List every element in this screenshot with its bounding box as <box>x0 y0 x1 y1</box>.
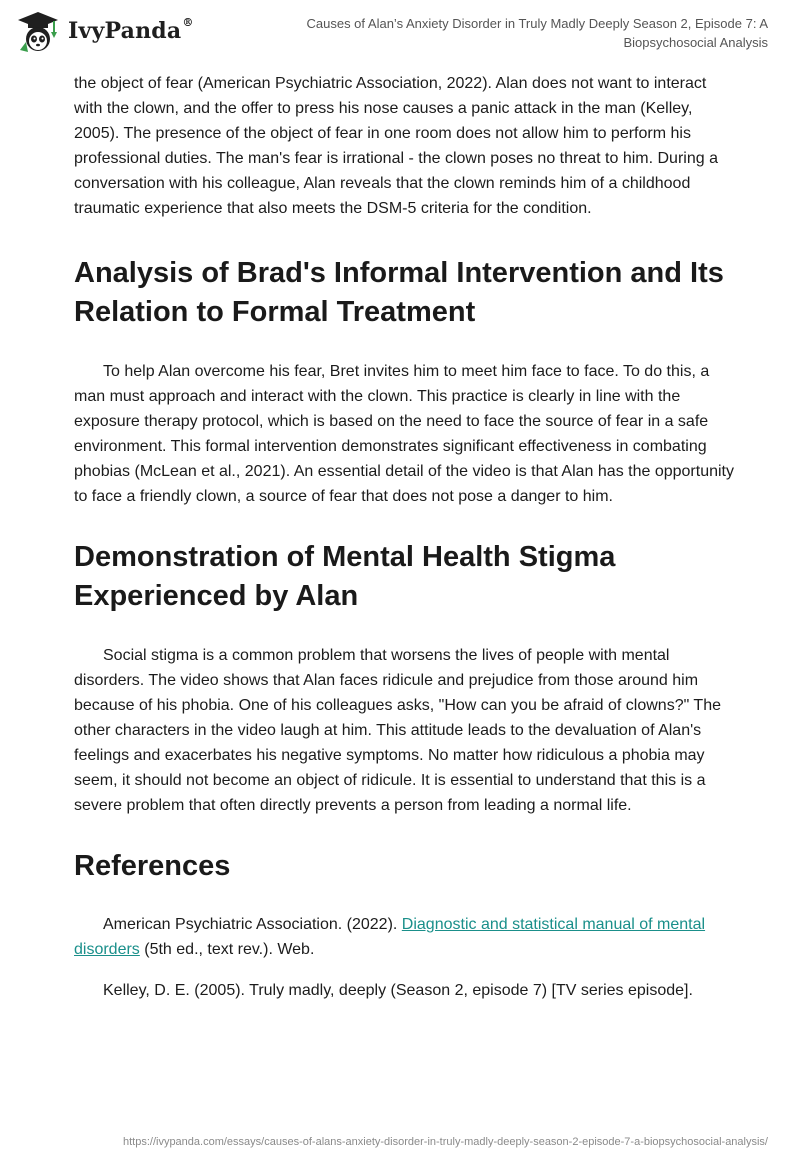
references-heading: References <box>74 850 231 882</box>
reference-link[interactable]: Diagnostic and statistical manual of mental disorders <box>74 916 706 958</box>
reference-prefix: American Psychiatric Association. (2022). <box>103 916 402 933</box>
ivypanda-logo[interactable] <box>16 10 216 54</box>
reference-item: Kelley, D. E. (2005). Truly madly, deeply (Season 2, episode 7) [TV series episode]. <box>103 982 693 999</box>
panda-graduate-icon <box>16 10 62 54</box>
source-url: https://ivypanda.com/essays/causes-of-alans-anxiety-disorder-in-truly-madly-deeply-season-2-episode-7-a-biopsychosocial-analysis/ <box>122 1136 768 1148</box>
section-body-stigma: Social stigma is a common problem that worsens the lives of people with mental disorders. The video shows that Alan faces ridicule and prejudice from those around him because of his phobia. One of his colleagues asks, "How can you be afraid of clowns?" The other characters in the video laugh at him. This attitude leads to the devaluation of Alan's feelings and exacerbates his negative symptoms. No matter how ridiculous a phobia may seem, it should not become an object of ridicule. It is essential to understand that this is a severe problem that often directly prevents a person from leading a normal life. <box>74 647 721 814</box>
logo-text: IvyPanda® <box>68 16 194 44</box>
essay-content <box>74 71 734 1019</box>
section-body-intervention: To help Alan overcome his fear, Bret invites him to meet him face to face. To do this, a man must approach and interact with the clown. This practice is clearly in line with the exposure therapy protocol, which is based on the need to face the source of fear in a safe environment. This formal intervention demonstrates significant effectiveness in combating phobias (McLean et al., 2021). An essential detail of the video is that Alan has the opportunity to face a friendly clown, a source of fear that does not pose a danger to him. <box>74 363 734 505</box>
reference-item <box>74 912 734 962</box>
document-title: Causes of Alan’s Anxiety Disorder in Truly Madly Deeply Season 2, Episode 7: A Biopsychosocial Analysis <box>306 16 768 50</box>
intro-paragraph: the object of fear (American Psychiatric Association, 2022). Alan does not want to interact with the clown, and the offer to press his nose causes a panic attack in the man (Kelley, 2005). The presence of the object of fear in one room does not allow him to perform his professional duties. The man's fear is irrational - the clown poses no threat to him. During a conversation with his colleague, Alan reveals that the clown reminds him of a childhood traumatic experience that also meets the DSM-5 criteria for the condition. <box>74 75 718 217</box>
section-heading-stigma: Demonstration of Mental Health Stigma Experienced by Alan <box>74 541 616 612</box>
registered-mark: ® <box>182 16 194 29</box>
reference-suffix: (5th ed., text rev.). Web. <box>139 941 315 958</box>
page-header <box>0 0 800 62</box>
section-heading-intervention: Analysis of Brad's Informal Intervention and Its Relation to Formal Treatment <box>74 257 724 328</box>
